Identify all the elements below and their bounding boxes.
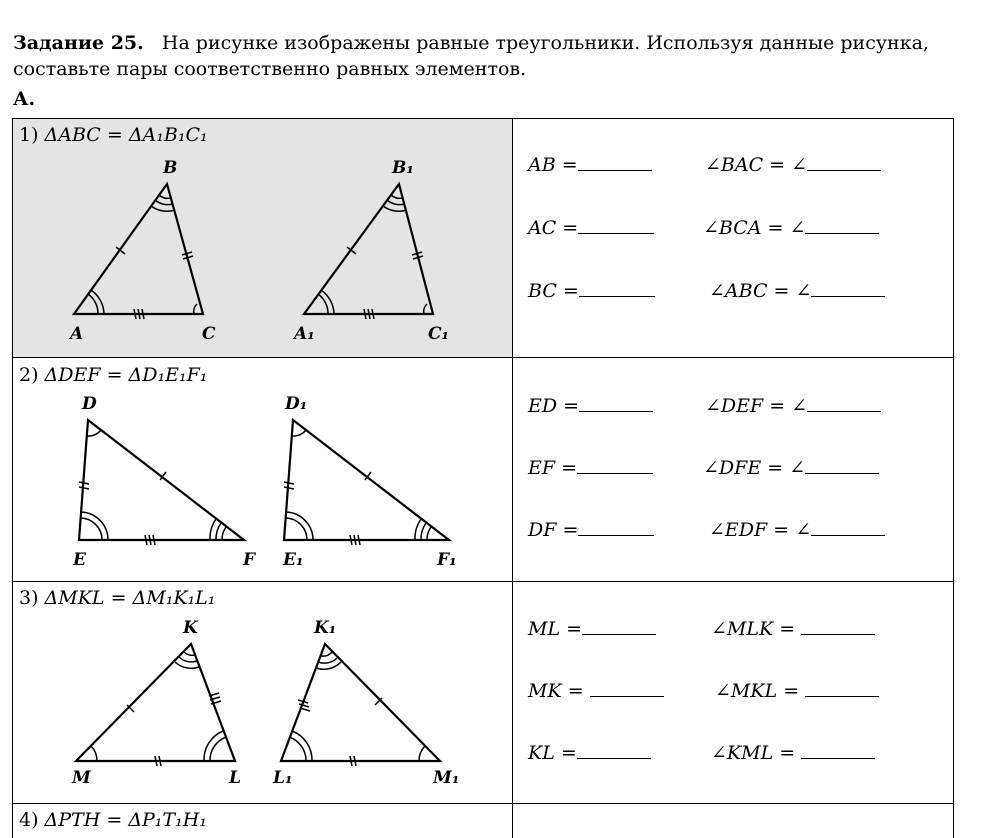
answer-blank[interactable] [811, 517, 885, 536]
row-number: 3) [19, 587, 45, 609]
answer-blank[interactable] [807, 393, 881, 412]
side-equality [528, 152, 652, 176]
side-equality [528, 215, 654, 239]
vertex-label: C₁ [428, 324, 449, 344]
triangle-equality: ΔMKL = ΔM₁K₁L₁ [44, 587, 216, 609]
task-label: Задание 25. [13, 32, 144, 54]
answer-blank[interactable] [578, 152, 652, 171]
side-label: EF = [528, 457, 578, 479]
vertex-label: D [82, 394, 97, 414]
answer-blank[interactable] [807, 152, 881, 171]
answer-blank[interactable] [590, 678, 664, 697]
angle-label: ∠MLK = [711, 618, 796, 640]
vertex-label: K [183, 618, 198, 638]
triangle-mkl [76, 644, 235, 761]
row-number: 2) [19, 364, 45, 386]
highlighted-cell [12, 118, 512, 357]
vertex-label: L₁ [273, 768, 293, 788]
vertex-label: A [70, 324, 84, 344]
vertex-label: L [229, 768, 241, 788]
triangle-d1e1f1 [284, 420, 449, 540]
row-number: 1) [19, 124, 45, 146]
side-equality [528, 278, 655, 302]
angle-equality [711, 740, 875, 764]
vertex-label: D₁ [285, 394, 308, 414]
side-equality [528, 517, 654, 541]
triangle-def [79, 420, 244, 540]
triangle-equality: ΔDEF = ΔD₁E₁F₁ [44, 364, 208, 386]
answer-blank[interactable] [579, 393, 653, 412]
answer-blank[interactable] [801, 616, 875, 635]
section-label: А. [13, 88, 36, 110]
vertex-label: B [163, 158, 178, 178]
side-equality [528, 678, 664, 702]
angle-equality [715, 678, 879, 702]
row-number: 4) [19, 809, 45, 831]
angle-equality [703, 215, 879, 239]
answer-blank[interactable] [579, 278, 655, 297]
side-label: AB = [528, 154, 578, 176]
vertex-label: K₁ [314, 618, 337, 638]
angle-label: ∠DFE = ∠ [703, 457, 806, 479]
answer-blank[interactable] [577, 740, 651, 759]
angle-label: ∠ABC = ∠ [709, 280, 812, 302]
row-3-title [19, 587, 215, 609]
side-equality [528, 455, 653, 479]
side-label: ML = [528, 618, 583, 640]
vertex-label: E [73, 550, 86, 570]
answer-blank[interactable] [577, 455, 653, 474]
answer-blank[interactable] [811, 278, 885, 297]
angle-label: ∠KML = [711, 742, 796, 764]
angle-equality [705, 152, 881, 176]
vertex-label: M [72, 768, 91, 788]
answer-blank[interactable] [582, 616, 656, 635]
answer-blank[interactable] [578, 517, 654, 536]
answer-blank[interactable] [805, 215, 879, 234]
angle-equality [705, 393, 881, 417]
angle-equality [709, 517, 885, 541]
answer-blank[interactable] [805, 455, 879, 474]
side-label: MK = [528, 680, 584, 702]
answer-blank[interactable] [578, 215, 654, 234]
triangle-equality: ΔPTH = ΔP₁T₁H₁ [44, 809, 207, 831]
vertex-label: B₁ [392, 158, 414, 178]
task-statement [13, 30, 988, 82]
angle-label: ∠BCA = ∠ [703, 217, 806, 239]
side-equality [528, 616, 656, 640]
answer-blank[interactable] [805, 678, 879, 697]
angle-label: ∠MKL = [715, 680, 800, 702]
exercise-table [12, 118, 954, 838]
angle-equality [703, 455, 879, 479]
vertex-label: C [202, 324, 216, 344]
vertex-label: F [243, 550, 256, 570]
side-label: DF = [528, 519, 579, 541]
angle-label: ∠DEF = ∠ [705, 395, 808, 417]
side-equality [528, 393, 653, 417]
side-equality [528, 740, 651, 764]
vertex-label: E₁ [283, 550, 304, 570]
angle-label: ∠EDF = ∠ [709, 519, 812, 541]
side-label: AC = [528, 217, 579, 239]
vertex-label: A₁ [294, 324, 315, 344]
side-label: BC = [528, 280, 579, 302]
side-label: ED = [528, 395, 580, 417]
answer-blank[interactable] [801, 740, 875, 759]
vertex-label: F₁ [437, 550, 457, 570]
task-text: На рисунке изображены равные треугольники. Используя данные рисунка, составьте пары соответственно равных элементов. [13, 32, 929, 80]
angle-equality [711, 616, 875, 640]
row-2-title [19, 364, 207, 386]
vertex-label: M₁ [433, 768, 460, 788]
side-label: KL = [528, 742, 577, 764]
row-1-title [19, 124, 208, 146]
angle-label: ∠BAC = ∠ [705, 154, 808, 176]
angle-equality [709, 278, 885, 302]
triangle-equality: ΔABC = ΔA₁B₁C₁ [44, 124, 208, 146]
row-4-title [19, 809, 207, 831]
